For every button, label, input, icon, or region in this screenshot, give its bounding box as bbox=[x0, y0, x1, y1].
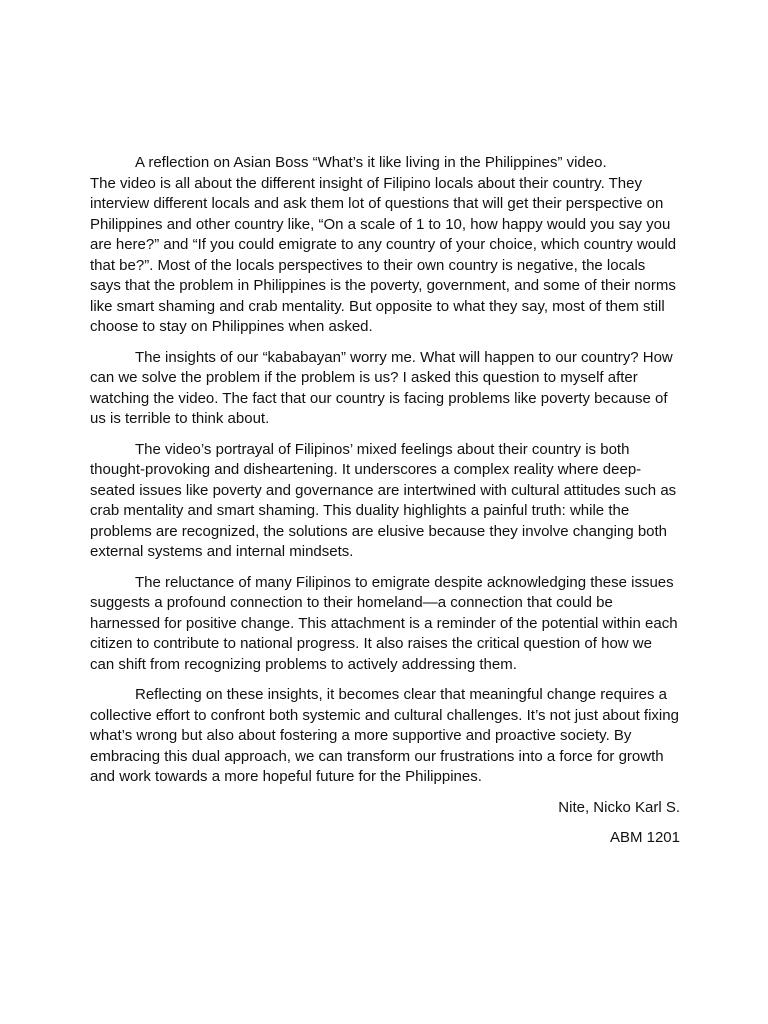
document-title-line: A reflection on Asian Boss “What’s it like living in the Philippines” video. bbox=[135, 154, 607, 171]
paragraph-2: The insights of our “kababayan” worry me. What will happen to our country? How can we solve the problem if the problem is us? I asked this question to myself after watching the video. The fact that our country is facing problems like poverty because of us is terrible to think about. bbox=[90, 348, 673, 427]
section-label: ABM 1201 bbox=[609, 829, 680, 846]
paragraph-4: The reluctance of many Filipinos to emigrate despite acknowledging these issues suggests a profound connection to their homeland—a connection that could be harnessed for positive change. This attachment is a reminder of the potential within each citizen to contribute to national progress. It also raises the critical question of how we can shift from recognizing problems to actively addressing them. bbox=[90, 573, 678, 673]
paragraph-3: The video’s portrayal of Filipinos’ mixed feelings about their country is both thought-provoking and disheartening. It underscores a complex reality where deep-seated issues like poverty and governance are intertwined with cultural attitudes such as crab mentality and smart shaming. This duality highlights a painful truth: while the problems are recognized, the solutions are elusive because they involve changing both external systems and internal mindsets. bbox=[90, 440, 677, 560]
paragraph-5: Reflecting on these insights, it becomes clear that meaningful change requires a collective effort to confront both systemic and cultural challenges. It’s not just about fixing what’s wrong but also about fostering a more supportive and proactive society. By embracing this dual approach, we can transform our frustrations into a force for growth and work towards a more hopeful future for the Philippines. bbox=[90, 686, 679, 785]
document-body bbox=[90, 153, 680, 859]
paragraph-1: The video is all about the different insight of Filipino locals about their country. They interview different locals and ask them lot of questions that will get their perspective on Philippines and other country like, “On a scale of 1 to 10, how happy would you say you are here?” and “If you could emigrate to any country of your choice, which country would that be?”. Most of the locals perspectives to their own country is negative, the locals says that the problem in Philippines is the poverty, government, and some of their norms like smart shaming and crab mentality. But opposite to what they say, most of them still choose to stay on Philippines when asked. bbox=[90, 174, 677, 335]
author-name: Nite, Nicko Karl S. bbox=[558, 798, 680, 816]
